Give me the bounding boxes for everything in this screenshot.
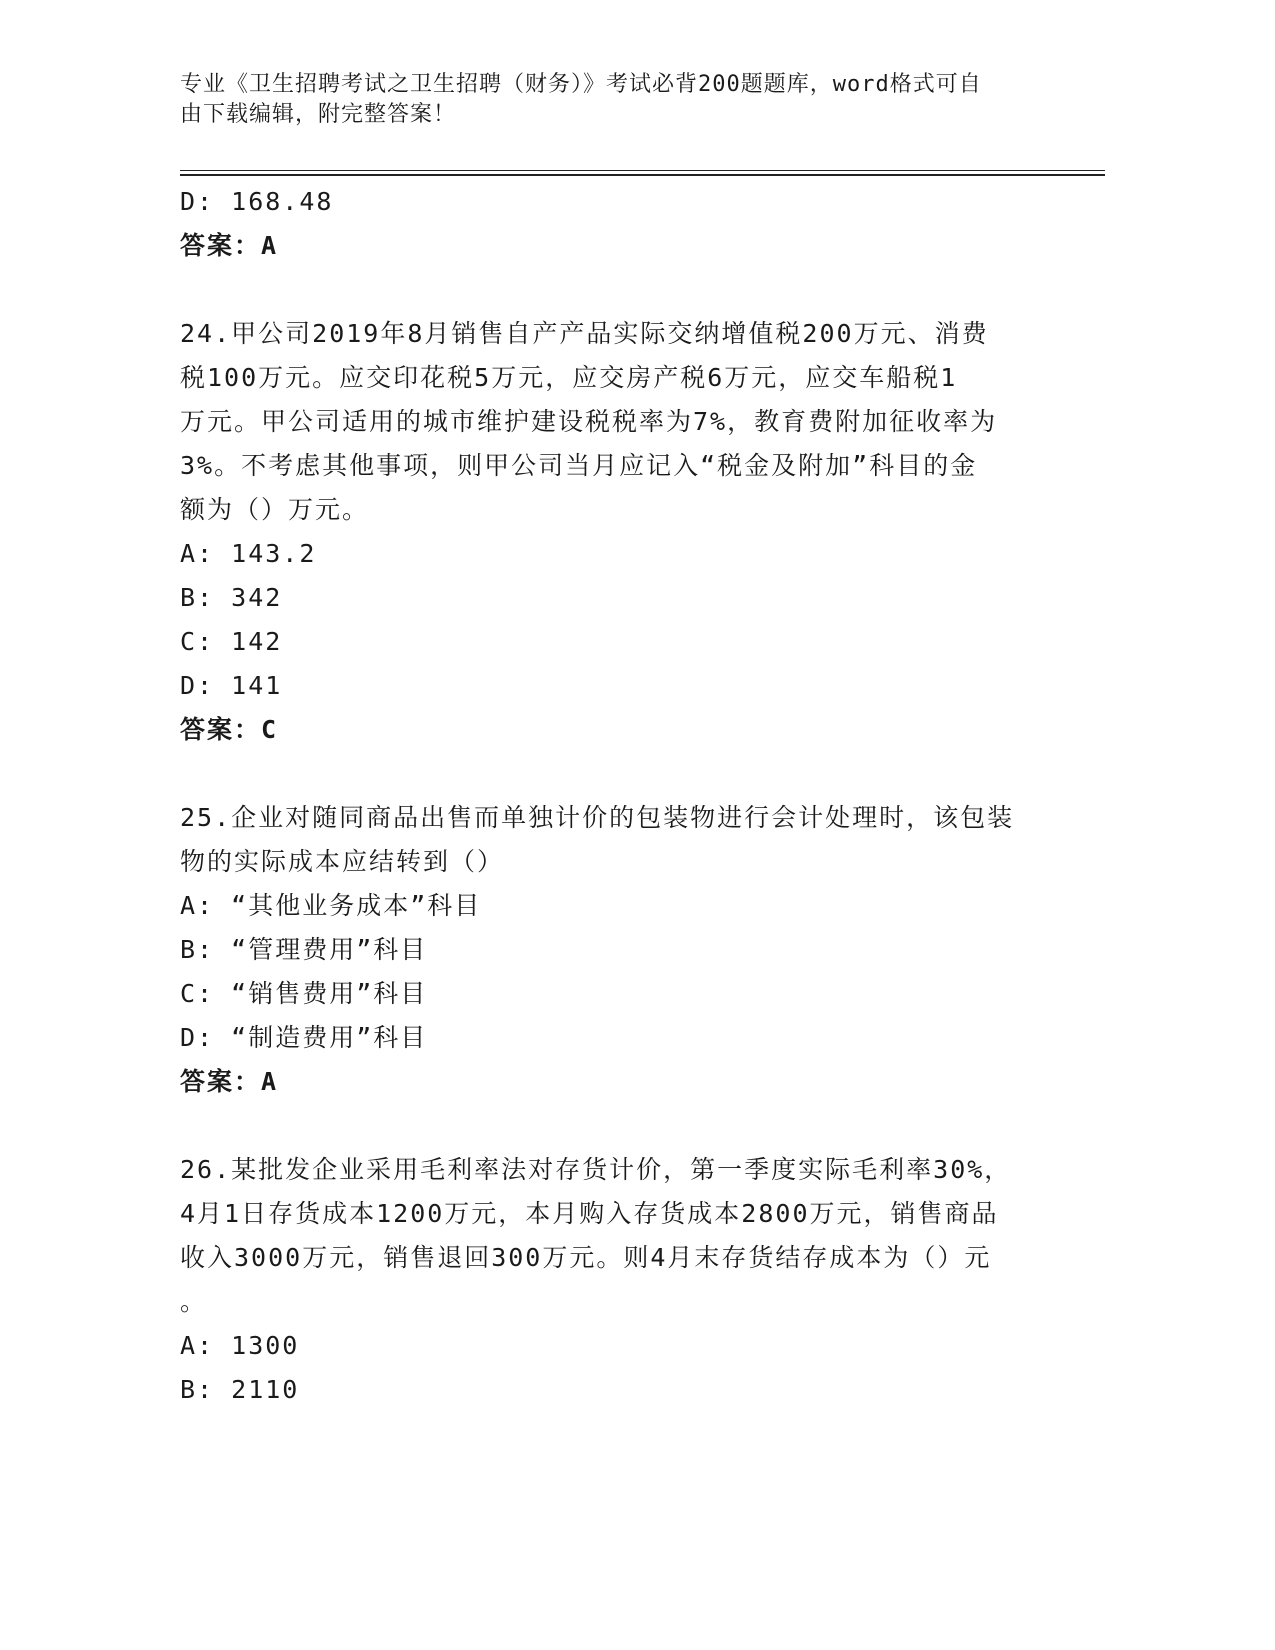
option-a: A: “其他业务成本”科目 [180,891,482,920]
answer-line: 答案：C [180,715,279,744]
question-text-line: 税100万元。应交印花税5万元，应交房产税6万元，应交车船税1 [180,363,958,392]
answer-line: 答案：A [180,1067,279,1096]
header-divider-thin [180,170,1105,171]
question-26 [180,1148,1040,1412]
option-c: C: 142 [180,627,283,656]
question-text-line: 物的实际成本应结转到（） [180,847,505,876]
option-d: D: 141 [180,671,283,700]
question-text-line: 万元。甲公司适用的城市维护建设税税率为7%，教育费附加征收率为 [180,407,998,436]
option-a: A: 143.2 [180,539,317,568]
question-text-line: 24.甲公司2019年8月销售自产产品实际交纳增值税200万元、消费 [180,319,989,348]
header-divider-thick [180,174,1105,176]
header-line-2: 由下载编辑，附完整答案！ [180,102,457,127]
option-b: B: 2110 [180,1375,300,1404]
option-b: B: 342 [180,583,283,612]
question-text-line: 收入3000万元，销售退回300万元。则4月末存货结存成本为（）元 [180,1243,992,1272]
question-text-line: 26.某批发企业采用毛利率法对存货计价，第一季度实际毛利率30%， [180,1155,1012,1184]
option-d: D: 168.48 [180,187,334,216]
option-a: A: 1300 [180,1331,300,1360]
question-24 [180,312,1040,752]
question-text-line: 额为（）万元。 [180,495,370,524]
spacer [180,1104,1040,1148]
question-content [180,180,1040,1412]
question-25 [180,796,1040,1104]
question-text-line: 25.企业对随同商品出售而单独计价的包装物进行会计处理时，该包装 [180,803,1015,832]
question-text-line: 。 [180,1287,208,1316]
question-text-line: 3%。不考虑其他事项，则甲公司当月应记入“税金及附加”科目的金 [180,451,978,480]
option-b: B: “管理费用”科目 [180,935,428,964]
option-d: D: “制造费用”科目 [180,1023,428,1052]
header-line-1: 专业《卫生招聘考试之卫生招聘（财务）》考试必背200题题库，word格式可自 [180,72,982,97]
spacer [180,752,1040,796]
page-header [180,70,1040,130]
option-c: C: “销售费用”科目 [180,979,428,1008]
spacer [180,268,1040,312]
question-text-line: 4月1日存货成本1200万元，本月购入存货成本2800万元，销售商品 [180,1199,999,1228]
answer-line: 答案：A [180,231,279,260]
